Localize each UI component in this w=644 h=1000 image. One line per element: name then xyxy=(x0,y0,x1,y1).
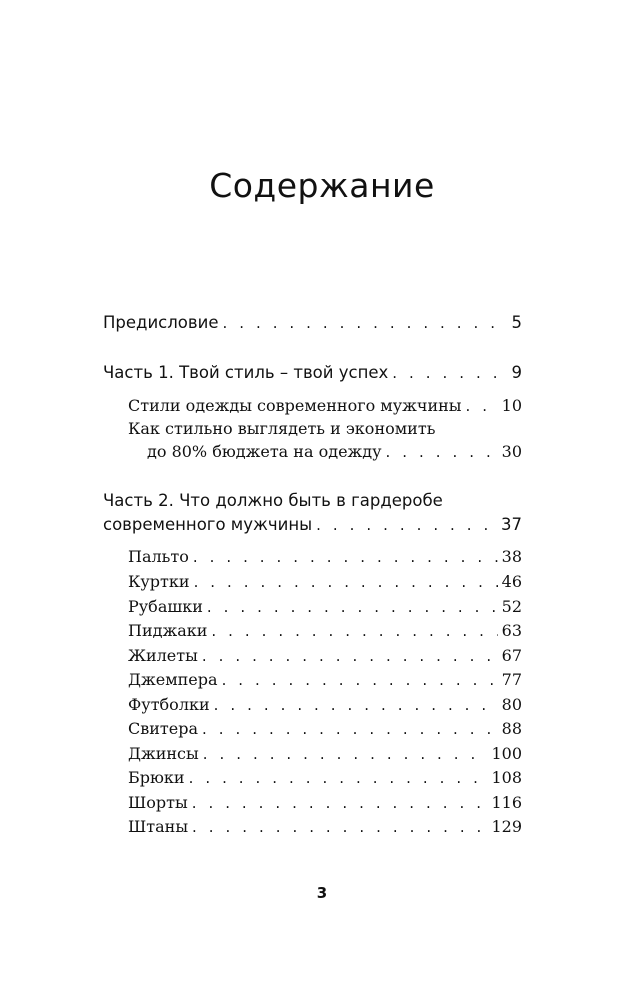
toc-entry-page: 38 xyxy=(501,547,522,566)
toc-leader-dots xyxy=(386,443,498,461)
toc-entry-label: Штаны xyxy=(128,817,189,836)
toc-entry-preface[interactable] xyxy=(103,313,522,332)
toc-entry-label: до 80% бюджета на одежду xyxy=(147,442,382,461)
toc-entry-part1[interactable] xyxy=(103,363,522,382)
toc-entry-page: 67 xyxy=(501,646,522,665)
toc-leader-dots xyxy=(207,598,498,616)
toc-entry-tshirts[interactable] xyxy=(128,695,522,714)
toc-entry-page: 80 xyxy=(501,695,522,714)
toc-leader-dots xyxy=(222,314,507,332)
toc-entry-label: Стили одежды современного мужчины xyxy=(128,396,462,415)
toc-entry-vests[interactable] xyxy=(128,646,522,665)
toc-entry-page: 52 xyxy=(501,597,522,616)
toc-entry-label: Пальто xyxy=(128,547,189,566)
toc-entry-page: 10 xyxy=(501,396,522,415)
toc-entry-page: 9 xyxy=(511,363,522,382)
toc-entry-label: Предисловие xyxy=(103,313,219,332)
toc-entry-page: 116 xyxy=(491,793,522,812)
toc-entry-page: 63 xyxy=(501,621,522,640)
toc-leader-dots xyxy=(189,769,488,787)
toc-entry-pants[interactable] xyxy=(128,817,522,836)
toc-entry-jackets[interactable] xyxy=(128,572,522,591)
toc-entry-jeans[interactable] xyxy=(128,744,522,763)
toc-leader-dots xyxy=(211,622,497,640)
toc-entry-label: Джинсы xyxy=(128,744,199,763)
toc-leader-dots xyxy=(194,573,498,591)
toc-entry-jumpers[interactable] xyxy=(128,670,522,689)
toc-leader-dots xyxy=(392,364,507,382)
toc-entry-label: Часть 1. Твой стиль – твой успех xyxy=(103,363,389,382)
toc-leader-dots xyxy=(192,794,488,812)
toc-leader-dots xyxy=(193,548,498,566)
toc-entry-page: 46 xyxy=(501,572,522,591)
toc-entry-label: Рубашки xyxy=(128,597,203,616)
toc-leader-dots xyxy=(466,397,498,415)
toc-entry-label: Жилеты xyxy=(128,646,198,665)
toc-entry-page: 77 xyxy=(501,670,522,689)
toc-leader-dots xyxy=(214,696,498,714)
toc-leader-dots xyxy=(202,720,498,738)
toc-entry-page: 30 xyxy=(501,442,522,461)
toc-leader-dots xyxy=(222,671,498,689)
toc-leader-dots xyxy=(192,818,487,836)
toc-entry-page: 88 xyxy=(501,719,522,738)
page-number: 3 xyxy=(316,884,328,902)
toc-entry-label: Пиджаки xyxy=(128,621,208,640)
toc-entry-budget-line1[interactable]: Как стильно выглядеть и экономить xyxy=(128,419,436,438)
page-title: Содержание xyxy=(209,166,435,205)
toc-entry-page: 100 xyxy=(491,744,522,763)
toc-entry-page: 129 xyxy=(491,817,522,836)
toc-entry-blazers[interactable] xyxy=(128,621,522,640)
toc-entry-page: 37 xyxy=(501,515,522,534)
toc-leader-dots xyxy=(202,647,498,665)
toc-entry-label: Джемпера xyxy=(128,670,218,689)
toc-entry-coats[interactable] xyxy=(128,547,522,566)
toc-entry-label: Свитера xyxy=(128,719,199,738)
toc-entry-styles[interactable] xyxy=(128,396,522,415)
toc-entry-label: современного мужчины xyxy=(103,515,313,534)
toc-entry-page: 108 xyxy=(491,768,522,787)
toc-entry-trousers[interactable] xyxy=(128,768,522,787)
toc-entry-part2[interactable] xyxy=(103,515,522,534)
toc-entry-label: Брюки xyxy=(128,768,185,787)
toc-entry-label: Шорты xyxy=(128,793,188,812)
toc-entry-label: Футболки xyxy=(128,695,210,714)
toc-leader-dots xyxy=(316,516,497,534)
toc-entry-shirts[interactable] xyxy=(128,597,522,616)
toc-entry-page: 5 xyxy=(511,313,522,332)
toc-entry-label: Куртки xyxy=(128,572,190,591)
toc-entry-part2-line1[interactable]: Часть 2. Что должно быть в гардеробе xyxy=(103,491,443,510)
toc-entry-budget[interactable] xyxy=(147,442,522,461)
toc-leader-dots xyxy=(203,745,488,763)
toc-entry-sweaters[interactable] xyxy=(128,719,522,738)
toc-entry-shorts[interactable] xyxy=(128,793,522,812)
